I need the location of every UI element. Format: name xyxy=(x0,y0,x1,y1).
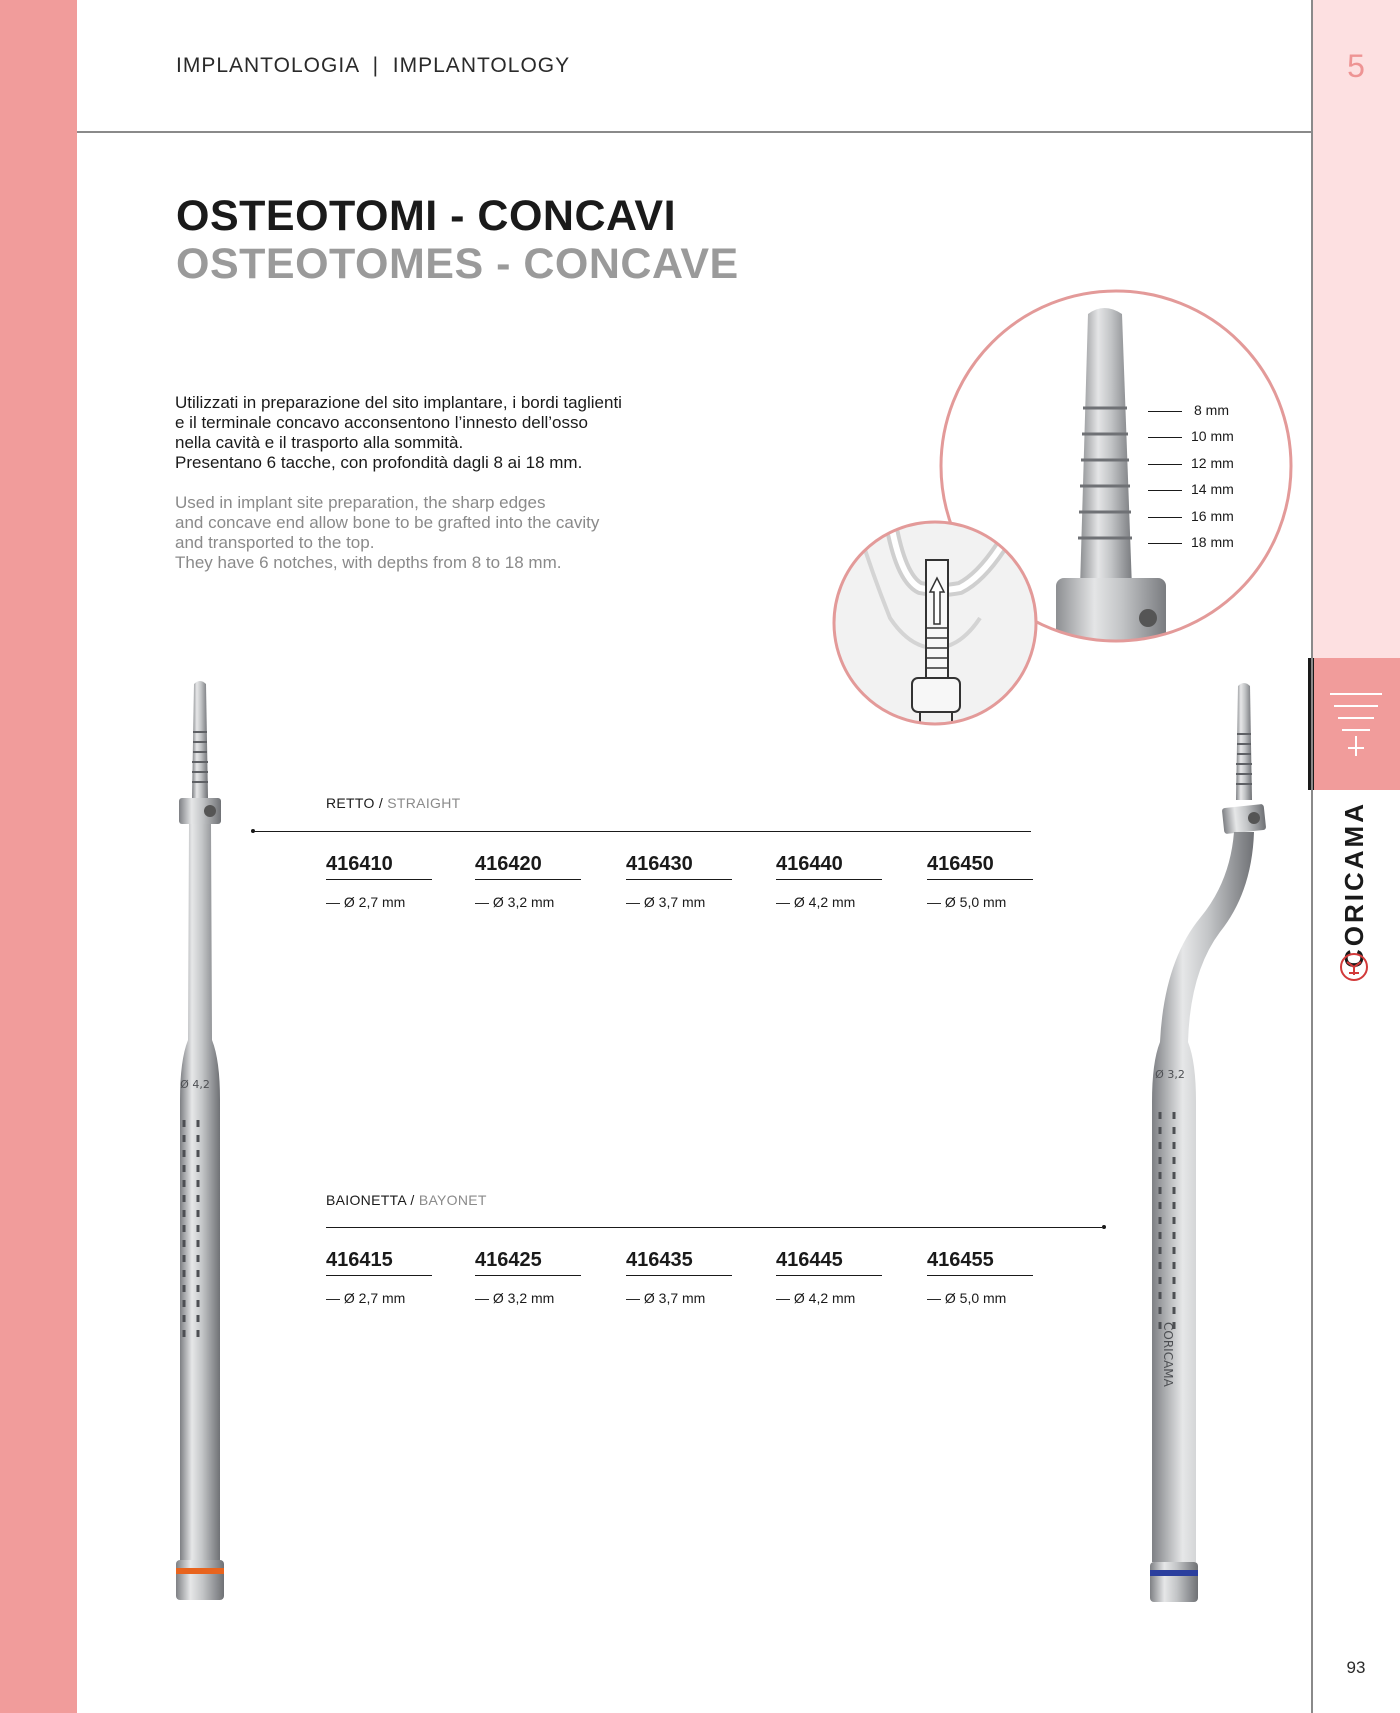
description-line: Used in implant site preparation, the sharp edges xyxy=(175,493,546,512)
brand-logo-icon xyxy=(1339,952,1369,982)
product-code: 416415 xyxy=(326,1249,432,1276)
product-diameter: — Ø 3,2 mm xyxy=(475,1290,555,1306)
right-divider xyxy=(1311,0,1313,1713)
product-diameter: — Ø 5,0 mm xyxy=(927,1290,1007,1306)
section-label: BAIONETTA / BAYONET xyxy=(326,1192,487,1208)
description-line: e il terminale concavo acconsentono l’innesto dell’osso xyxy=(175,413,588,432)
depth-label: 12 mm xyxy=(1191,455,1234,471)
product-code: 416440 xyxy=(776,853,882,880)
product-item xyxy=(475,1249,581,1306)
left-color-band xyxy=(0,0,77,1713)
product-item xyxy=(776,1249,882,1306)
product-diameter: — Ø 3,7 mm xyxy=(626,1290,706,1306)
section-label-italian: RETTO xyxy=(326,795,375,811)
page-title-english: OSTEOTOMES - CONCAVE xyxy=(176,240,739,288)
section-label: RETTO / STRAIGHT xyxy=(326,795,461,811)
product-diameter: — Ø 2,7 mm xyxy=(326,894,406,910)
depth-label: 18 mm xyxy=(1191,534,1234,550)
product-diameter: — Ø 4,2 mm xyxy=(776,1290,856,1306)
straight-section xyxy=(326,795,460,811)
header-rule xyxy=(77,131,1311,133)
product-code: 416455 xyxy=(927,1249,1033,1276)
depth-tick xyxy=(1148,464,1182,465)
depth-label: 8 mm xyxy=(1194,402,1229,418)
header-section-title: IMPLANTOLOGIA | IMPLANTOLOGY xyxy=(176,54,571,77)
depth-tick xyxy=(1148,517,1182,518)
product-item xyxy=(626,853,732,910)
depth-label: 10 mm xyxy=(1191,428,1234,444)
straight-diameter-engraving: Ø 4,2 xyxy=(180,1078,210,1091)
product-code: 416430 xyxy=(626,853,732,880)
usage-illustration-circle xyxy=(830,518,1040,728)
bayonet-section xyxy=(326,1192,487,1208)
product-code: 416410 xyxy=(326,853,432,880)
product-item xyxy=(326,1249,432,1306)
depth-tick xyxy=(1148,543,1182,544)
page-title-italian: OSTEOTOMI - CONCAVI xyxy=(176,192,677,240)
description-line: and transported to the top. xyxy=(175,533,375,552)
depth-tick xyxy=(1148,490,1182,491)
product-item xyxy=(776,853,882,910)
bayonet-brand-engraving: CORICAMA xyxy=(1161,1322,1175,1387)
depth-tick xyxy=(1148,411,1182,412)
product-diameter: — Ø 5,0 mm xyxy=(927,894,1007,910)
depth-tick xyxy=(1148,437,1182,438)
product-item xyxy=(626,1249,732,1306)
section-rule xyxy=(253,831,1031,832)
page-number: 93 xyxy=(1346,1658,1366,1677)
brand-logo-text: CORICAMA xyxy=(1339,801,1369,968)
description-english xyxy=(175,493,599,573)
description-line: nella cavità e il trasporto alla sommità. xyxy=(175,433,464,452)
right-section-tab xyxy=(1312,658,1400,790)
chapter-number: 5 xyxy=(1347,48,1365,84)
description-italian xyxy=(175,393,622,473)
product-item xyxy=(927,1249,1033,1306)
product-item xyxy=(927,853,1033,910)
product-code: 416425 xyxy=(475,1249,581,1276)
product-diameter: — Ø 3,2 mm xyxy=(475,894,555,910)
section-label-english: BAYONET xyxy=(418,1192,487,1208)
description-line: They have 6 notches, with depths from 8 to 18 mm. xyxy=(175,553,562,572)
product-code: 416445 xyxy=(776,1249,882,1276)
orange-color-band xyxy=(176,1568,224,1574)
product-diameter: — Ø 3,7 mm xyxy=(626,894,706,910)
product-code: 416435 xyxy=(626,1249,732,1276)
description-line: Presentano 6 tacche, con profondità dagli 8 ai 18 mm. xyxy=(175,453,583,472)
section-label-english: STRAIGHT xyxy=(387,795,461,811)
section-line-dot xyxy=(1102,1225,1106,1229)
depth-label: 16 mm xyxy=(1191,508,1234,524)
blue-color-band xyxy=(1150,1570,1198,1576)
description-line: and concave end allow bone to be grafted into the cavity xyxy=(175,513,600,532)
description-line: Utilizzati in preparazione del sito implantare, i bordi taglienti xyxy=(175,393,622,412)
bayonet-diameter-engraving: Ø 3,2 xyxy=(1155,1068,1185,1081)
right-chapter-tab-light xyxy=(1312,0,1400,658)
product-diameter: — Ø 2,7 mm xyxy=(326,1290,406,1306)
product-item xyxy=(475,853,581,910)
product-diameter: — Ø 4,2 mm xyxy=(776,894,856,910)
bayonet-osteotome-image xyxy=(1130,682,1270,1604)
depth-label: 14 mm xyxy=(1191,481,1234,497)
product-code: 416420 xyxy=(475,853,581,880)
straight-osteotome-image xyxy=(168,680,232,1602)
implant-tools-icon xyxy=(1312,658,1400,790)
product-item xyxy=(326,853,432,910)
section-label-italian: BAIONETTA xyxy=(326,1192,407,1208)
section-rule xyxy=(326,1227,1102,1228)
product-code: 416450 xyxy=(927,853,1033,880)
